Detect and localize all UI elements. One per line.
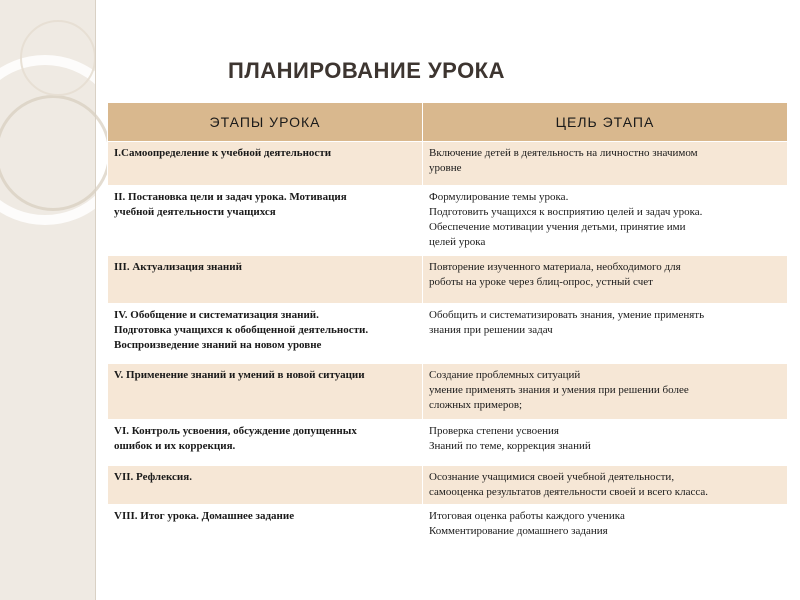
stage-cell: [108, 505, 423, 545]
table-header-row: [108, 103, 788, 142]
goal-text: Подготовить учащихся к восприятию целей и задач урока.: [429, 206, 703, 218]
goal-text: Комментирование домашнего задания: [429, 525, 608, 537]
stage-text: VIII. Итог урока. Домашнее задание: [114, 510, 295, 522]
stage-cell: [108, 420, 423, 466]
stage-text: Воспроизведение знаний на новом уровне: [114, 339, 322, 351]
stage-text: III. Актуализация знаний: [114, 261, 242, 273]
table-row: [108, 364, 788, 420]
goal-text: знания при решении задач: [429, 324, 553, 336]
goal-text: Проверка степени усвоения: [429, 425, 559, 437]
goal-cell: [423, 364, 788, 420]
goal-cell: [423, 505, 788, 545]
stage-cell: [108, 364, 423, 420]
goal-text: Итоговая оценка работы каждого ученика: [429, 510, 625, 522]
stage-cell: [108, 304, 423, 364]
stage-text: учебной деятельности учащихся: [114, 206, 276, 218]
goal-cell: [423, 304, 788, 364]
goal-cell: [423, 142, 788, 186]
goal-cell: [423, 420, 788, 466]
column-header-stages: ЭТАПЫ УРОКА: [108, 103, 423, 142]
stage-text: ошибок и их коррекция.: [114, 440, 236, 452]
goal-text: Знаний по теме, коррекция знаний: [429, 440, 591, 452]
goal-cell: [423, 186, 788, 256]
page-title: ПЛАНИРОВАНИЕ УРОКА: [228, 58, 505, 83]
goal-text: целей урока: [429, 236, 486, 248]
stage-text: I.Самоопределение к учебной деятельности: [114, 147, 332, 159]
table-row: [108, 186, 788, 256]
table-row: [108, 420, 788, 466]
goal-text: самооценка результатов деятельности своей и всего класса.: [429, 486, 708, 498]
stage-cell: [108, 186, 423, 256]
goal-cell: [423, 256, 788, 304]
goal-text: Обобщить и систематизировать знания, умение применять: [429, 309, 705, 321]
decorative-side-panel: [0, 0, 95, 600]
stage-text: Подготовка учащихся к обобщенной деятельности.: [114, 324, 369, 336]
goal-text: Обеспечение мотивации учения детьми, принятие ими: [429, 221, 686, 233]
stage-cell: [108, 142, 423, 186]
table-row: [108, 466, 788, 505]
stage-cell: [108, 256, 423, 304]
lesson-plan-table: [107, 102, 788, 545]
stage-cell: [108, 466, 423, 505]
goal-cell: [423, 466, 788, 505]
goal-text: умение применять знания и умения при решении более: [429, 384, 689, 396]
stage-text: VII. Рефлексия.: [114, 471, 192, 483]
goal-text: Включение детей в деятельность на личностно значимом: [429, 147, 698, 159]
goal-text: сложных примеров;: [429, 399, 523, 411]
table-row: [108, 304, 788, 364]
decorative-ring-icon: [20, 20, 96, 96]
stage-text: V. Применение знаний и умений в новой ситуации: [114, 369, 365, 381]
table-row: [108, 256, 788, 304]
goal-text: Формулирование темы урока.: [429, 191, 569, 203]
goal-text: уровне: [429, 162, 462, 174]
table-row: [108, 505, 788, 545]
goal-text: Осознание учащимися своей учебной деятельности,: [429, 471, 675, 483]
table-row: [108, 142, 788, 186]
stage-text: VI. Контроль усвоения, обсуждение допущенных: [114, 425, 357, 437]
goal-text: Повторение изученного материала, необходимого для: [429, 261, 681, 273]
stage-text: II. Постановка цели и задач урока. Мотивация: [114, 191, 347, 203]
goal-text: роботы на уроке через блиц-опрос, устный счет: [429, 276, 653, 288]
divider: [95, 0, 96, 600]
goal-text: Создание проблемных ситуаций: [429, 369, 581, 381]
stage-text: IV. Обобщение и систематизация знаний.: [114, 309, 319, 321]
column-header-goals: ЦЕЛЬ ЭТАПА: [423, 103, 788, 142]
